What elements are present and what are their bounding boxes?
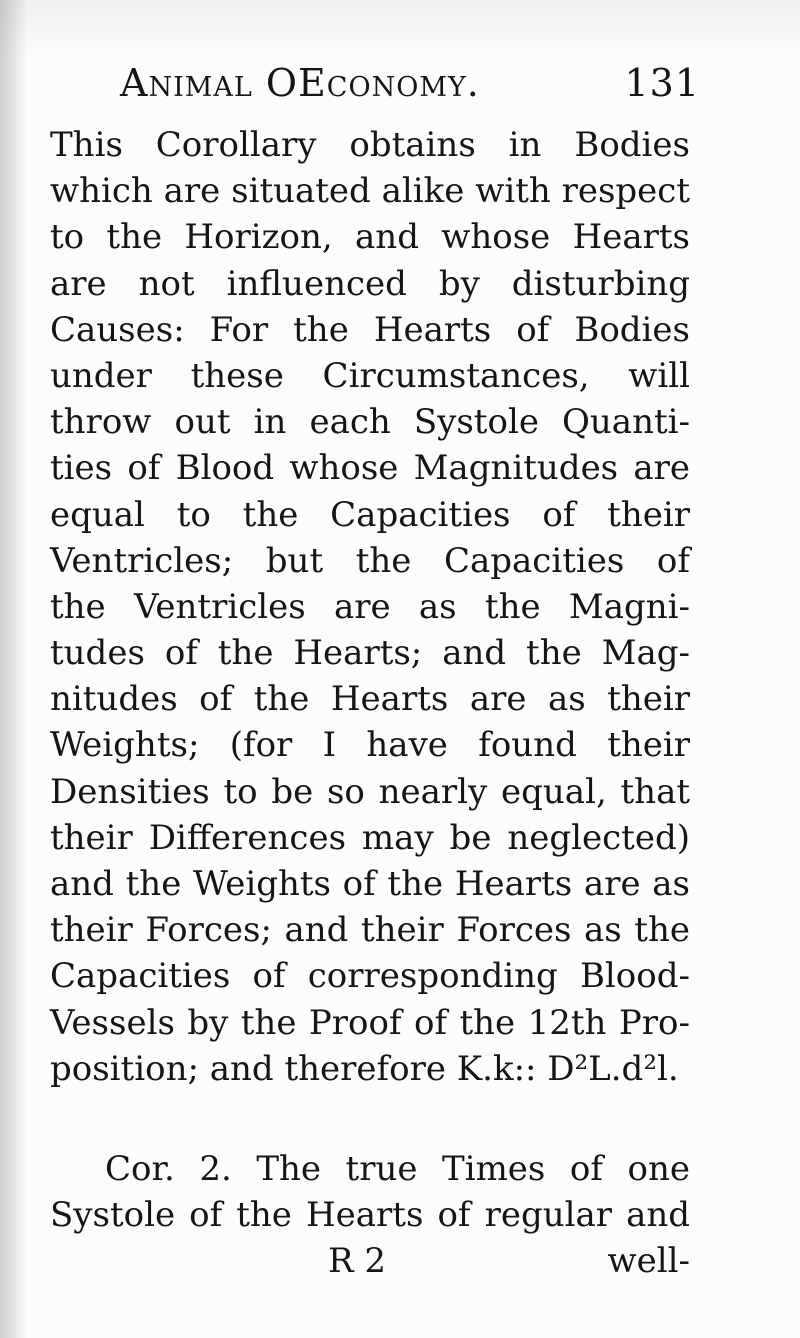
- text-line: to the Horizon, and whose Hearts: [50, 217, 690, 258]
- text-line: Ventricles; but the Capacities of: [50, 540, 690, 581]
- page-number: 131: [624, 61, 700, 105]
- paragraph-gap: [50, 1092, 690, 1146]
- text-line: under these Circumstances, will: [50, 355, 690, 396]
- text-line: Vessels by the Proof of the 12th Pro-: [50, 1002, 690, 1043]
- text-line: equal to the Capacities of their: [50, 494, 690, 535]
- text-line: Cor. 2. The true Times of one: [105, 1148, 690, 1189]
- text-line: Systole of the Hearts of regular and: [50, 1195, 690, 1236]
- text-line: tudes of the Hearts; and the Mag-: [50, 633, 690, 674]
- catchword: well-: [607, 1241, 690, 1282]
- text-line: and the Weights of the Hearts are as: [50, 864, 690, 904]
- text-line: ties of Blood whose Magnitudes are: [50, 448, 690, 489]
- text-line: which are situated alike with respect: [50, 171, 690, 212]
- page-top-edge: [0, 0, 800, 60]
- text-line: Weights; (for I have found their: [50, 725, 690, 766]
- text-line: position; and therefore K.k:: D²L.d²l.: [50, 1048, 679, 1089]
- text-line: This Corollary obtains in Bodies: [50, 125, 690, 165]
- paragraph-corollary-2: [50, 1146, 690, 1238]
- running-head-title: Animal OEconomy.: [120, 61, 480, 105]
- body-text: [50, 122, 690, 1285]
- signature-mark: R 2: [328, 1241, 387, 1282]
- text-line: the Ventricles are as the Magni-: [50, 586, 690, 627]
- text-line: their Differences may be neglected): [50, 817, 690, 858]
- text-line: are not influenced by disturbing: [50, 263, 690, 304]
- paragraph-corollary-1: [50, 122, 690, 1092]
- spine-shadow: [0, 0, 28, 1338]
- text-line: their Forces; and their Forces as the: [50, 910, 690, 951]
- text-line: Densities to be so nearly equal, that: [50, 771, 690, 812]
- text-line: nitudes of the Hearts are as their: [50, 679, 690, 720]
- text-line: throw out in each Systole Quanti-: [50, 402, 690, 443]
- page-footer: [50, 1238, 690, 1284]
- text-line: Causes: For the Hearts of Bodies: [50, 309, 690, 350]
- running-head: [120, 58, 700, 108]
- text-line: Capacities of corresponding Blood-: [50, 956, 690, 997]
